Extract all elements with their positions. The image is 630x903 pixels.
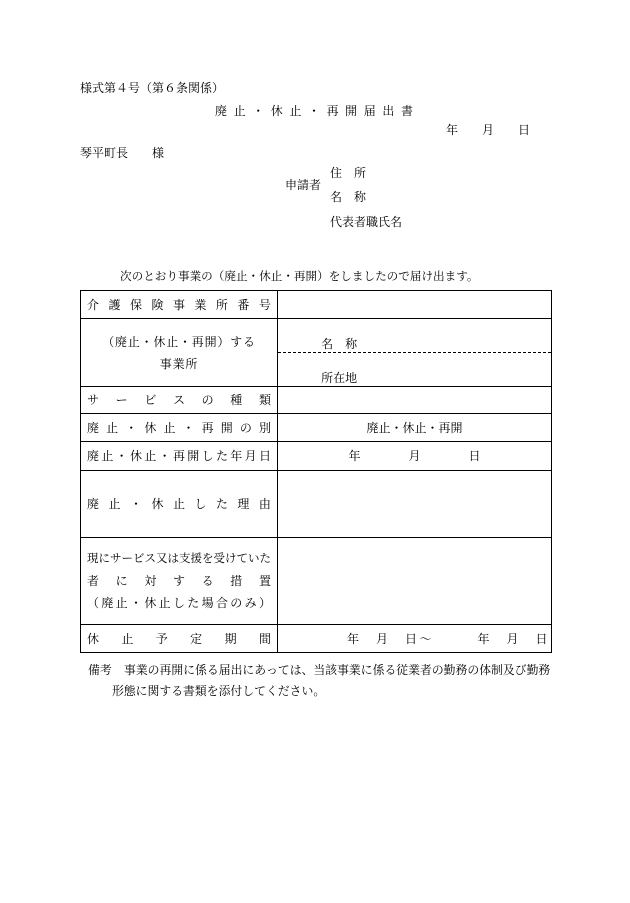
service-type-label <box>87 393 271 407</box>
glyph: 止 <box>108 497 121 511</box>
table-row-office <box>81 319 552 387</box>
glyph: 止 <box>106 420 119 435</box>
glyph: ・ <box>129 497 142 511</box>
glyph: し <box>194 497 207 511</box>
table-row-category <box>81 414 552 442</box>
glyph: 介 <box>87 297 100 312</box>
glyph: 止 <box>101 449 114 463</box>
glyph: に <box>115 573 128 588</box>
glyph: ビ <box>133 551 145 566</box>
measures-value-cell <box>278 538 552 625</box>
glyph: す <box>172 573 185 588</box>
glyph: 休 <box>151 497 164 511</box>
glyph: ・ <box>252 104 265 118</box>
glyph: い <box>248 551 260 566</box>
glyph: 日 <box>258 449 271 463</box>
glyph: 再 <box>201 420 214 435</box>
glyph: ・ <box>115 449 128 463</box>
glyph: 月 <box>244 449 257 463</box>
glyph: た <box>215 497 228 511</box>
glyph: サ <box>110 551 122 566</box>
date-label <box>87 449 271 463</box>
glyph: の <box>201 393 214 407</box>
office-name-field <box>278 319 551 353</box>
glyph: 所 <box>215 297 228 312</box>
glyph: に <box>98 551 110 566</box>
service-type-label-cell <box>81 387 278 414</box>
glyph: 出 <box>382 104 395 118</box>
glyph: 者 <box>87 573 100 588</box>
glyph: 定 <box>190 631 203 646</box>
glyph: 休 <box>144 420 157 435</box>
glyph: み <box>244 596 257 611</box>
measures-label-line <box>87 592 271 615</box>
glyph: 廃 <box>87 449 100 463</box>
glyph: 止 <box>163 420 176 435</box>
glyph: 休 <box>129 449 142 463</box>
glyph: 号 <box>258 297 271 312</box>
category-label <box>87 421 271 435</box>
glyph: ー <box>121 551 133 566</box>
suspension-period-value: 年 月 日～ 年 月 日 <box>347 631 551 646</box>
glyph: 止 <box>158 596 171 611</box>
glyph: る <box>201 573 214 588</box>
glyph: 険 <box>151 297 164 312</box>
glyph: 合 <box>215 596 228 611</box>
glyph: た <box>215 449 228 463</box>
glyph: 又 <box>156 551 168 566</box>
glyph: ・ <box>158 449 171 463</box>
glyph: 番 <box>237 297 250 312</box>
glyph: ー <box>115 393 128 407</box>
applicant-name-label: 名 称 <box>330 190 367 204</box>
glyph: ・ <box>182 420 195 435</box>
glyph: 止 <box>233 104 246 118</box>
suspension-period-label-cell <box>81 625 278 653</box>
glyph: を <box>202 551 214 566</box>
reason-label <box>87 497 271 511</box>
reason-label-cell <box>81 471 278 538</box>
glyph: し <box>201 449 214 463</box>
office-number-label <box>87 298 271 312</box>
glyph: 届 <box>363 104 376 118</box>
applicant-label: 申請者 <box>285 178 322 192</box>
glyph: 種 <box>230 393 243 407</box>
glyph: 廃 <box>101 596 114 611</box>
glyph: ス <box>144 551 156 566</box>
glyph: 事 <box>172 297 185 312</box>
glyph: 期 <box>224 631 237 646</box>
glyph: 類 <box>258 393 271 407</box>
glyph: 護 <box>108 297 121 312</box>
office-name-label: 名 称 <box>321 337 358 351</box>
glyph: 止 <box>289 104 302 118</box>
glyph: の <box>230 596 243 611</box>
glyph: 間 <box>258 631 271 646</box>
addressee: 琴平町長 様 <box>80 146 165 160</box>
table-row-measures <box>81 538 552 625</box>
glyph: 休 <box>270 104 283 118</box>
glyph: （ <box>87 596 100 611</box>
glyph: 別 <box>258 420 271 435</box>
glyph: 止 <box>144 449 157 463</box>
intro-statement: 次のとおり事業の（廃止・休止・再開）をしましたので届け出ます。 <box>120 269 479 283</box>
applicant-address-label: 住 所 <box>330 166 367 180</box>
submission-date-line: 年 月 日 <box>446 123 531 137</box>
glyph: 理 <box>237 497 250 511</box>
table-row-service-type <box>81 387 552 414</box>
glyph: は <box>167 551 179 566</box>
glyph: 止 <box>121 631 134 646</box>
glyph: 書 <box>400 104 413 118</box>
glyph: 支 <box>179 551 191 566</box>
glyph: 止 <box>115 596 128 611</box>
office-label-cell <box>81 319 278 387</box>
date-label-cell <box>81 442 278 471</box>
glyph: ビ <box>144 393 157 407</box>
glyph: た <box>259 551 271 566</box>
glyph: 開 <box>187 449 200 463</box>
category-label-cell <box>81 414 278 442</box>
office-number-label-cell <box>81 291 278 319</box>
glyph: サ <box>87 393 100 407</box>
office-number-value-cell <box>278 291 552 319</box>
glyph: 現 <box>87 551 99 566</box>
service-type-value-cell <box>278 387 552 414</box>
office-label-line: 事業所 <box>159 356 199 371</box>
glyph: 場 <box>201 596 214 611</box>
category-value-cell <box>278 414 552 442</box>
glyph: ・ <box>125 420 138 435</box>
glyph: け <box>225 551 237 566</box>
glyph: ・ <box>129 596 142 611</box>
glyph: 再 <box>172 449 185 463</box>
suspension-period-label <box>87 632 271 646</box>
glyph: 止 <box>172 497 185 511</box>
glyph: 年 <box>230 449 243 463</box>
table-row-suspension-period <box>81 625 552 653</box>
glyph: 廃 <box>87 420 100 435</box>
glyph: 予 <box>155 631 168 646</box>
measures-label-cell <box>81 538 278 625</box>
glyph: 由 <box>258 497 271 511</box>
office-label-line: （廃止・休止・再開）する <box>102 334 256 349</box>
table-row-reason <box>81 471 552 538</box>
glyph: 受 <box>213 551 225 566</box>
glyph: 保 <box>129 297 142 312</box>
glyph: 置 <box>258 573 271 588</box>
glyph: し <box>172 596 185 611</box>
glyph: 業 <box>194 297 207 312</box>
remarks-text-line: 形態に関する書類を添付してください。 <box>112 684 326 698</box>
date-value-cell <box>278 442 552 471</box>
glyph: て <box>236 551 248 566</box>
glyph: 開 <box>220 420 233 435</box>
office-location-label: 所在地 <box>321 371 358 385</box>
remarks-label: 備考 <box>88 663 112 677</box>
glyph: 措 <box>230 573 243 588</box>
glyph: 廃 <box>215 104 228 118</box>
glyph: 再 <box>326 104 339 118</box>
glyph: 休 <box>87 631 100 646</box>
glyph: 休 <box>144 596 157 611</box>
remarks-text-line: 事業の再開に係る届出にあっては、当該事業に係る従業者の勤務の体制及び勤務 <box>124 663 551 677</box>
notification-table <box>80 290 552 653</box>
applicant-representative-label: 代表者職氏名 <box>330 215 403 229</box>
measures-label-line <box>87 570 271 593</box>
reason-value-cell <box>278 471 552 538</box>
glyph: 開 <box>345 104 358 118</box>
suspension-period-value-cell <box>278 625 552 653</box>
table-row-office-number <box>81 291 552 319</box>
table-row-date <box>81 442 552 471</box>
glyph: ス <box>172 393 185 407</box>
measures-label-line <box>87 547 271 570</box>
glyph: 廃 <box>87 497 100 511</box>
glyph: 対 <box>144 573 157 588</box>
glyph: た <box>187 596 200 611</box>
glyph: ・ <box>307 104 320 118</box>
date-value: 年 月 日 <box>348 449 481 463</box>
glyph: の <box>239 420 252 435</box>
glyph: ） <box>258 596 271 611</box>
glyph: 援 <box>190 551 202 566</box>
category-options: 廃止・休止・再開 <box>366 420 463 435</box>
form-title <box>215 104 413 118</box>
office-value-cell <box>278 319 552 387</box>
form-number: 様式第４号（第６条関係） <box>80 81 225 95</box>
